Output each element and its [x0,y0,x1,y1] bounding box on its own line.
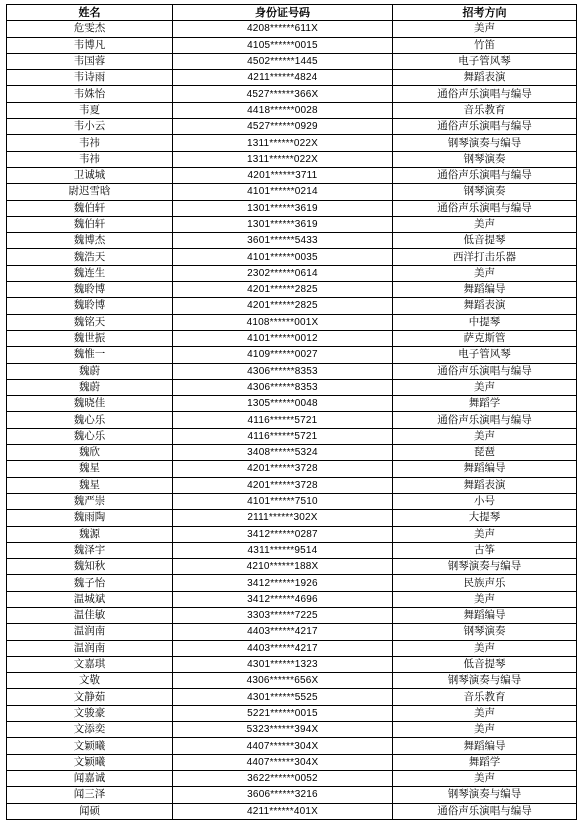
table-row [7,167,577,183]
id-number-cell: 4418******0028 [173,102,393,118]
direction-cell: 电子管风琴 [393,347,577,363]
direction-cell: 竹笛 [393,37,577,53]
direction-cell: 舞蹈编导 [393,738,577,754]
name-cell: 温润南 [7,624,173,640]
direction-cell: 电子管风琴 [393,53,577,69]
direction-cell: 中提琴 [393,314,577,330]
id-number-cell: 1301******3619 [173,200,393,216]
table-row [7,542,577,558]
direction-cell: 琵琶 [393,445,577,461]
direction-cell: 美声 [393,526,577,542]
table-row [7,689,577,705]
direction-cell: 舞蹈编导 [393,607,577,623]
id-number-cell: 4101******0012 [173,330,393,346]
id-number-cell: 3601******5433 [173,233,393,249]
direction-cell: 西洋打击乐器 [393,249,577,265]
name-cell: 韦诗雨 [7,70,173,86]
direction-cell: 钢琴演奏与编导 [393,135,577,151]
direction-cell: 大提琴 [393,510,577,526]
id-number-cell: 4403******4217 [173,624,393,640]
name-cell: 魏星 [7,477,173,493]
table-row [7,233,577,249]
table-row [7,738,577,754]
name-cell: 温城斌 [7,591,173,607]
id-number-cell: 1305******0048 [173,396,393,412]
id-number-cell: 4211******401X [173,803,393,819]
direction-cell: 美声 [393,216,577,232]
direction-cell: 舞蹈编导 [393,461,577,477]
table-row [7,216,577,232]
id-number-cell: 4101******7510 [173,493,393,509]
name-cell: 卫诚城 [7,167,173,183]
name-cell: 魏聆博 [7,282,173,298]
id-number-cell: 4301******5525 [173,689,393,705]
direction-cell: 钢琴演奏与编导 [393,559,577,575]
direction-cell: 低音提琴 [393,656,577,672]
table-row [7,151,577,167]
table-row [7,37,577,53]
id-number-cell: 4201******3711 [173,167,393,183]
id-number-cell: 4105******0015 [173,37,393,53]
direction-cell: 钢琴演奏 [393,624,577,640]
id-number-cell: 4116******5721 [173,412,393,428]
name-cell: 魏严崇 [7,493,173,509]
table-row [7,282,577,298]
name-cell: 魏伯轩 [7,216,173,232]
table-row [7,770,577,786]
name-cell: 韦小云 [7,119,173,135]
name-cell: 魏星 [7,461,173,477]
table-row [7,493,577,509]
name-cell: 文静茹 [7,689,173,705]
name-cell: 魏世振 [7,330,173,346]
table-row [7,379,577,395]
table-row [7,656,577,672]
name-cell: 魏雨陶 [7,510,173,526]
direction-cell: 通俗声乐演唱与编导 [393,167,577,183]
id-number-cell: 3408******5324 [173,445,393,461]
name-cell: 魏蔚 [7,363,173,379]
name-cell: 韦夏 [7,102,173,118]
id-number-cell: 3412******1926 [173,575,393,591]
table-row [7,21,577,37]
direction-cell: 美声 [393,428,577,444]
table-row [7,412,577,428]
name-cell: 韦姝怡 [7,86,173,102]
direction-cell: 美声 [393,705,577,721]
direction-cell: 舞蹈学 [393,396,577,412]
direction-cell: 钢琴演奏 [393,151,577,167]
id-number-cell: 3303******7225 [173,607,393,623]
name-cell: 危雯杰 [7,21,173,37]
direction-cell: 音乐教育 [393,102,577,118]
name-cell: 韦博凡 [7,37,173,53]
direction-cell: 低音提琴 [393,233,577,249]
table-row [7,184,577,200]
direction-cell: 通俗声乐演唱与编导 [393,412,577,428]
name-cell: 魏知秋 [7,559,173,575]
name-cell: 温佳敏 [7,607,173,623]
table-row [7,559,577,575]
direction-cell: 钢琴演奏与编导 [393,673,577,689]
name-cell: 魏欣 [7,445,173,461]
id-number-cell: 5323******394X [173,722,393,738]
table-row [7,347,577,363]
id-number-cell: 1301******3619 [173,216,393,232]
name-cell: 魏惟一 [7,347,173,363]
id-number-cell: 4306******8353 [173,379,393,395]
id-number-cell: 4201******2825 [173,298,393,314]
name-cell: 闻三泽 [7,787,173,803]
id-number-cell: 5221******0015 [173,705,393,721]
direction-cell: 美声 [393,770,577,786]
table-row [7,265,577,281]
header-id-number: 身份证号码 [173,5,393,21]
table-row [7,640,577,656]
id-number-cell: 3412******0287 [173,526,393,542]
id-number-cell: 4407******304X [173,754,393,770]
name-cell: 文嘉琪 [7,656,173,672]
id-number-cell: 4407******304X [173,738,393,754]
table-row [7,754,577,770]
id-number-cell: 1311******022X [173,151,393,167]
name-cell: 韦祎 [7,151,173,167]
id-number-cell: 4101******0035 [173,249,393,265]
id-number-cell: 4403******4217 [173,640,393,656]
table-row [7,86,577,102]
name-cell: 文骏豪 [7,705,173,721]
direction-cell: 通俗声乐演唱与编导 [393,86,577,102]
name-cell: 温润南 [7,640,173,656]
applicant-table [6,4,577,820]
name-cell: 文颖曦 [7,738,173,754]
id-number-cell: 4201******3728 [173,461,393,477]
id-number-cell: 3606******3216 [173,787,393,803]
direction-cell: 钢琴演奏与编导 [393,787,577,803]
id-number-cell: 4527******0929 [173,119,393,135]
table-body [7,21,577,820]
name-cell: 魏源 [7,526,173,542]
table-row [7,607,577,623]
direction-cell: 美声 [393,379,577,395]
table-row [7,363,577,379]
name-cell: 文颖曦 [7,754,173,770]
direction-cell: 美声 [393,722,577,738]
table-row [7,722,577,738]
id-number-cell: 4201******3728 [173,477,393,493]
direction-cell: 舞蹈表演 [393,477,577,493]
direction-cell: 舞蹈编导 [393,282,577,298]
id-number-cell: 3622******0052 [173,770,393,786]
table-row [7,330,577,346]
direction-cell: 舞蹈表演 [393,298,577,314]
id-number-cell: 4211******4824 [173,70,393,86]
direction-cell: 通俗声乐演唱与编导 [393,119,577,135]
table-row [7,102,577,118]
name-cell: 文敬 [7,673,173,689]
id-number-cell: 4201******2825 [173,282,393,298]
direction-cell: 美声 [393,265,577,281]
id-number-cell: 4301******1323 [173,656,393,672]
name-cell: 魏泽宇 [7,542,173,558]
name-cell: 文添奕 [7,722,173,738]
name-cell: 闻嘉诚 [7,770,173,786]
name-cell: 魏伯轩 [7,200,173,216]
name-cell: 魏聆博 [7,298,173,314]
name-cell: 韦国蓉 [7,53,173,69]
id-number-cell: 4109******0027 [173,347,393,363]
name-cell: 魏心乐 [7,412,173,428]
name-cell: 魏浩天 [7,249,173,265]
id-number-cell: 2302******0614 [173,265,393,281]
name-cell: 魏铭天 [7,314,173,330]
name-cell: 韦祎 [7,135,173,151]
table-row [7,119,577,135]
direction-cell: 美声 [393,591,577,607]
name-cell: 魏晓佳 [7,396,173,412]
table-row [7,428,577,444]
table-row [7,70,577,86]
table-row [7,396,577,412]
table-row [7,705,577,721]
table-row [7,477,577,493]
table-row [7,526,577,542]
table-row [7,445,577,461]
id-number-cell: 4306******8353 [173,363,393,379]
id-number-cell: 4101******0214 [173,184,393,200]
name-cell: 魏博杰 [7,233,173,249]
id-number-cell: 4306******656X [173,673,393,689]
table-row [7,673,577,689]
table-row [7,803,577,819]
direction-cell: 美声 [393,640,577,656]
id-number-cell: 4108******001X [173,314,393,330]
direction-cell: 通俗声乐演唱与编导 [393,200,577,216]
table-row [7,53,577,69]
direction-cell: 小号 [393,493,577,509]
table-row [7,461,577,477]
table-row [7,510,577,526]
id-number-cell: 1311******022X [173,135,393,151]
direction-cell: 古筝 [393,542,577,558]
table-row [7,624,577,640]
table-row [7,787,577,803]
id-number-cell: 4208******611X [173,21,393,37]
table-row [7,200,577,216]
direction-cell: 钢琴演奏 [393,184,577,200]
name-cell: 魏子怡 [7,575,173,591]
direction-cell: 舞蹈表演 [393,70,577,86]
direction-cell: 音乐教育 [393,689,577,705]
direction-cell: 通俗声乐演唱与编导 [393,363,577,379]
name-cell: 闻硕 [7,803,173,819]
id-number-cell: 3412******4696 [173,591,393,607]
name-cell: 尉迟雪晗 [7,184,173,200]
direction-cell: 萨克斯管 [393,330,577,346]
id-number-cell: 4311******9514 [173,542,393,558]
header-direction: 招考方向 [393,5,577,21]
id-number-cell: 4502******1445 [173,53,393,69]
header-name: 姓名 [7,5,173,21]
name-cell: 魏心乐 [7,428,173,444]
table-header-row [7,5,577,21]
name-cell: 魏蔚 [7,379,173,395]
direction-cell: 民族声乐 [393,575,577,591]
table-row [7,298,577,314]
direction-cell: 舞蹈学 [393,754,577,770]
id-number-cell: 4210******188X [173,559,393,575]
name-cell: 魏连生 [7,265,173,281]
id-number-cell: 4116******5721 [173,428,393,444]
table-row [7,135,577,151]
table-row [7,575,577,591]
table-row [7,249,577,265]
table-row [7,591,577,607]
direction-cell: 美声 [393,21,577,37]
id-number-cell: 2111******302X [173,510,393,526]
id-number-cell: 4527******366X [173,86,393,102]
direction-cell: 通俗声乐演唱与编导 [393,803,577,819]
table-row [7,314,577,330]
